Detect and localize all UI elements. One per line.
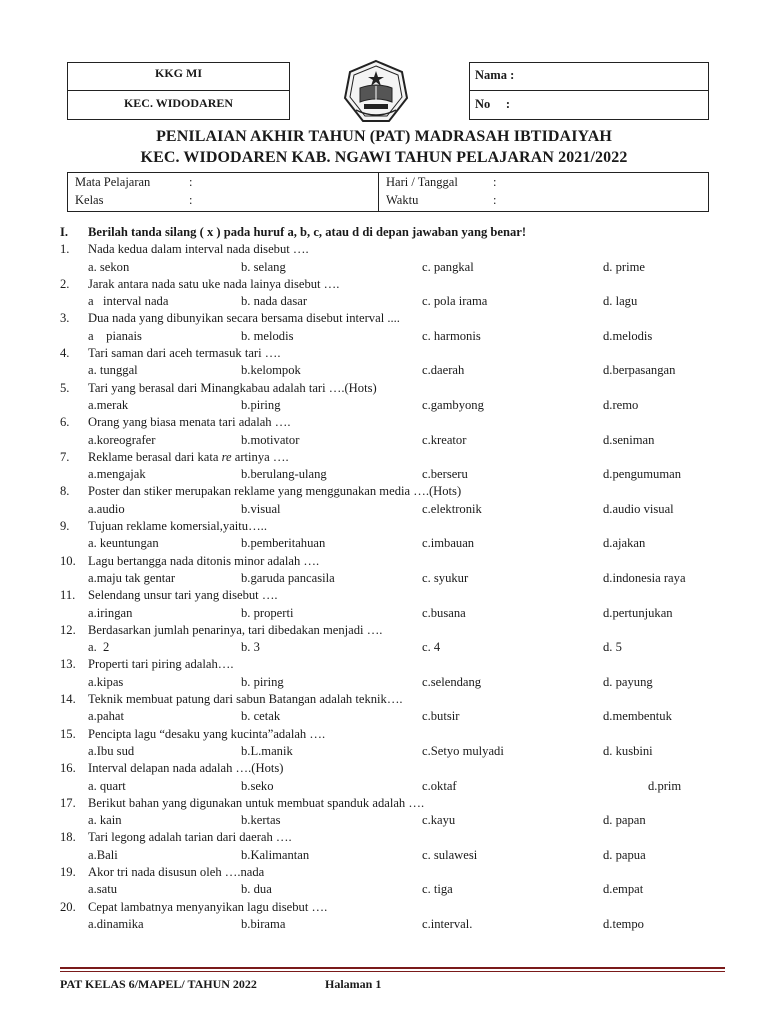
answer-option-d[interactable]: d. 5 xyxy=(603,640,622,655)
question-row xyxy=(60,310,720,327)
answer-option-b[interactable]: b. melodis xyxy=(241,328,294,343)
answer-option-c[interactable]: c.kreator xyxy=(422,432,467,447)
answer-options-row xyxy=(60,639,720,656)
footer-rule-top xyxy=(60,967,725,969)
question-text: Jarak antara nada satu uke nada lainya disebut …. xyxy=(88,276,340,291)
question-text: Tari yang berasal dari Minangkabau adalah tari ….(Hots) xyxy=(88,380,377,395)
answer-option-b[interactable]: b.kelompok xyxy=(241,363,301,378)
question-number: 11. xyxy=(60,588,76,603)
question-number: 9. xyxy=(60,519,70,534)
answer-option-b[interactable]: b. properti xyxy=(241,605,294,620)
answer-option-a[interactable]: a.mengajak xyxy=(88,467,146,482)
answer-option-b[interactable]: b.motivator xyxy=(241,432,300,447)
answer-option-b[interactable]: b.garuda pancasila xyxy=(241,570,335,585)
answer-option-b[interactable]: b. cetak xyxy=(241,709,281,724)
question-row xyxy=(60,795,720,812)
answer-options-row xyxy=(60,466,720,483)
answer-option-b[interactable]: b. dua xyxy=(241,882,272,897)
waktu-label: Waktu xyxy=(386,193,419,207)
answer-option-d[interactable]: d.berpasangan xyxy=(603,363,676,378)
answer-option-b[interactable]: b. 3 xyxy=(241,640,260,655)
question-text: Akor tri nada disusun oleh ….nada xyxy=(88,864,265,879)
question-number: 20. xyxy=(60,899,76,914)
answer-options-row xyxy=(60,708,720,725)
answer-option-c[interactable]: c.daerah xyxy=(422,363,465,378)
question-text: Dua nada yang dibunyikan secara bersama disebut interval .... xyxy=(88,311,400,326)
answer-option-d[interactable]: d.melodis xyxy=(603,328,653,343)
question-number: 7. xyxy=(60,449,70,464)
question-text: Teknik membuat patung dari sabun Batangan adalah teknik…. xyxy=(88,692,403,707)
answer-option-d[interactable]: d.ajakan xyxy=(603,536,646,551)
question-text: Reklame berasal dari kata re artinya …. xyxy=(88,449,289,464)
questions-container xyxy=(60,241,720,933)
question-number: 14. xyxy=(60,692,76,707)
question-number: 12. xyxy=(60,622,76,637)
answer-option-a[interactable]: a.maju tak gentar xyxy=(88,570,176,585)
answer-option-c[interactable]: c. harmonis xyxy=(422,328,481,343)
question-text: Cepat lambatnya menyanyikan lagu disebut …. xyxy=(88,899,328,914)
answer-options-row xyxy=(60,812,720,829)
mapel-colon: : xyxy=(189,175,193,189)
question-number: 5. xyxy=(60,380,70,395)
answer-option-a[interactable]: a pianais xyxy=(88,328,142,343)
answer-options-row xyxy=(60,259,720,276)
question-row xyxy=(60,656,720,673)
answer-option-d[interactable]: d.tempo xyxy=(603,916,644,931)
question-text: Selendang unsur tari yang disebut …. xyxy=(88,588,278,603)
answer-options-row xyxy=(60,674,720,691)
answer-option-a[interactable]: a.Ibu sud xyxy=(88,743,135,758)
answer-option-c[interactable]: c.butsir xyxy=(422,709,460,724)
answer-options-row xyxy=(60,778,720,795)
question-row xyxy=(60,622,720,639)
instruction-text: Berilah tanda silang ( x ) pada huruf a, b, c, atau d di depan jawaban yang benar! xyxy=(88,225,527,239)
question-number: 18. xyxy=(60,830,76,845)
answer-option-d[interactable]: d.seniman xyxy=(603,432,655,447)
answer-option-a[interactable]: a.Bali xyxy=(88,847,118,862)
question-row xyxy=(60,449,720,466)
kelas-colon: : xyxy=(189,193,193,207)
question-text: Nada kedua dalam interval nada disebut …. xyxy=(88,242,309,257)
question-row xyxy=(60,553,720,570)
answer-option-b[interactable]: b.piring xyxy=(241,397,281,412)
question-row xyxy=(60,726,720,743)
answer-option-c[interactable]: c. syukur xyxy=(422,570,469,585)
question-row xyxy=(60,241,720,258)
answer-option-c[interactable]: c.oktaf xyxy=(422,778,457,793)
question-row xyxy=(60,380,720,397)
answer-option-b[interactable]: b. nada dasar xyxy=(241,294,308,309)
answer-options-row xyxy=(60,570,720,587)
answer-option-b[interactable]: b. selang xyxy=(241,259,286,274)
answer-option-a[interactable]: a. 2 xyxy=(88,640,110,655)
answer-option-a[interactable]: a.iringan xyxy=(88,605,133,620)
question-row xyxy=(60,345,720,362)
answer-options-row xyxy=(60,535,720,552)
hari-label: Hari / Tanggal xyxy=(386,175,458,189)
question-row xyxy=(60,760,720,777)
answer-option-a[interactable]: a. kain xyxy=(88,813,122,828)
answer-option-a[interactable]: a.koreografer xyxy=(88,432,156,447)
question-row xyxy=(60,518,720,535)
answer-option-d[interactable]: d. payung xyxy=(603,674,653,689)
answer-options-row xyxy=(60,847,720,864)
waktu-colon: : xyxy=(493,193,497,207)
question-row xyxy=(60,691,720,708)
answer-option-c[interactable]: c.elektronik xyxy=(422,501,482,516)
answer-option-c[interactable]: c. 4 xyxy=(422,640,441,655)
nomor-field-label: No : xyxy=(475,97,511,111)
answer-option-c[interactable]: c. sulawesi xyxy=(422,847,478,862)
section-number: I. xyxy=(60,225,69,239)
answer-options-row xyxy=(60,362,720,379)
question-row xyxy=(60,829,720,846)
question-text: Interval delapan nada adalah ….(Hots) xyxy=(88,761,284,776)
question-row xyxy=(60,899,720,916)
answer-option-b[interactable]: b.birama xyxy=(241,916,286,931)
answer-option-c[interactable]: c.gambyong xyxy=(422,397,484,412)
answer-option-b[interactable]: b.visual xyxy=(241,501,281,516)
question-text: Tari saman dari aceh termasuk tari …. xyxy=(88,346,281,361)
header-left-divider xyxy=(67,90,290,91)
footer-rule-bottom xyxy=(60,971,725,972)
answer-option-c[interactable]: c.imbauan xyxy=(422,536,475,551)
hari-colon: : xyxy=(493,175,497,189)
answer-option-a[interactable]: a.merak xyxy=(88,397,129,412)
answer-option-d[interactable]: d.audio visual xyxy=(603,501,674,516)
question-row xyxy=(60,864,720,881)
answer-option-b[interactable]: b. piring xyxy=(241,674,284,689)
answer-options-row xyxy=(60,328,720,345)
footer-label: PAT KELAS 6/MAPEL/ TAHUN 2022 xyxy=(60,977,257,991)
answer-option-a[interactable]: a. quart xyxy=(88,778,126,793)
question-text: Tujuan reklame komersial,yaitu….. xyxy=(88,519,267,534)
mapel-label: Mata Pelajaran xyxy=(75,175,151,189)
question-text: Properti tari piring adalah…. xyxy=(88,657,234,672)
answer-option-b[interactable]: b.Kalimantan xyxy=(241,847,310,862)
question-number: 13. xyxy=(60,657,76,672)
answer-option-c[interactable]: c.Setyo mulyadi xyxy=(422,743,504,758)
answer-option-d[interactable]: d. papan xyxy=(603,813,646,828)
answer-option-b[interactable]: b.berulang-ulang xyxy=(241,467,327,482)
answer-options-row xyxy=(60,881,720,898)
kemenag-logo xyxy=(342,58,410,126)
question-number: 8. xyxy=(60,484,70,499)
answer-option-d[interactable]: d.empat xyxy=(603,882,644,897)
answer-option-c[interactable]: c.berseru xyxy=(422,467,468,482)
exam-title-line1: PENILAIAN AKHIR TAHUN (PAT) MADRASAH IBTIDAIYAH xyxy=(156,128,612,145)
question-number: 17. xyxy=(60,795,76,810)
answer-option-d[interactable]: d.indonesia raya xyxy=(603,570,686,585)
question-number: 3. xyxy=(60,311,70,326)
question-row xyxy=(60,483,720,500)
answer-options-row xyxy=(60,501,720,518)
answer-option-d[interactable]: d. lagu xyxy=(603,294,638,309)
answer-option-d[interactable]: d. kusbini xyxy=(603,743,653,758)
question-number: 2. xyxy=(60,276,70,291)
kemenag-logo-icon xyxy=(342,58,410,126)
answer-options-row xyxy=(60,432,720,449)
question-row xyxy=(60,587,720,604)
answer-option-a[interactable]: a.satu xyxy=(88,882,118,897)
question-text: Tari legong adalah tarian dari daerah …. xyxy=(88,830,292,845)
answer-option-c[interactable]: c.selendang xyxy=(422,674,482,689)
instruction-row xyxy=(60,224,720,241)
answer-option-b[interactable]: b.L.manik xyxy=(241,743,293,758)
answer-option-c[interactable]: c. tiga xyxy=(422,882,453,897)
exam-title-line2: KEC. WIDODAREN KAB. NGAWI TAHUN PELAJARAN 2021/2022 xyxy=(140,149,628,166)
question-text: Poster dan stiker merupakan reklame yang menggunakan media ….(Hots) xyxy=(88,484,462,499)
answer-option-c[interactable]: c. pola irama xyxy=(422,294,488,309)
question-number: 19. xyxy=(60,864,76,879)
answer-option-a[interactable]: a interval nada xyxy=(88,294,169,309)
question-text: Pencipta lagu “desaku yang kucinta”adalah …. xyxy=(88,726,326,741)
answer-option-d[interactable]: d.prim xyxy=(648,778,682,793)
answer-option-d[interactable]: d. papua xyxy=(603,847,646,862)
answer-option-a[interactable]: a. tunggal xyxy=(88,363,138,378)
answer-option-a[interactable]: a.dinamika xyxy=(88,916,144,931)
kecamatan-label: KEC. WIDODAREN xyxy=(123,96,234,110)
answer-option-a[interactable]: a. keuntungan xyxy=(88,536,159,551)
answer-option-c[interactable]: c.kayu xyxy=(422,813,456,828)
question-text: Berikut bahan yang digunakan untuk membuat spanduk adalah …. xyxy=(88,795,425,810)
question-number: 4. xyxy=(60,346,70,361)
info-table-divider xyxy=(378,172,379,212)
question-text: Berdasarkan jumlah penarinya, tari dibedakan menjadi …. xyxy=(88,622,383,637)
question-number: 15. xyxy=(60,726,76,741)
answer-option-c[interactable]: c.busana xyxy=(422,605,466,620)
answer-option-a[interactable]: a.audio xyxy=(88,501,125,516)
question-number: 1. xyxy=(60,242,70,257)
kelas-label: Kelas xyxy=(75,193,104,207)
answer-option-d[interactable]: d.pertunjukan xyxy=(603,605,673,620)
answer-option-a[interactable]: a.kipas xyxy=(88,674,124,689)
answer-option-d[interactable]: d.pengumuman xyxy=(603,467,681,482)
question-text: Lagu bertangga nada ditonis minor adalah …. xyxy=(88,553,320,568)
answer-option-a[interactable]: a. sekon xyxy=(88,259,130,274)
question-number: 6. xyxy=(60,415,70,430)
question-row xyxy=(60,276,720,293)
nama-field-label: Nama : xyxy=(475,68,515,82)
answer-option-b[interactable]: b.pemberitahuan xyxy=(241,536,326,551)
answer-option-b[interactable]: b.kertas xyxy=(241,813,281,828)
header-right-divider xyxy=(469,90,709,91)
question-number: 16. xyxy=(60,761,76,776)
answer-options-row xyxy=(60,605,720,622)
kkg-label: KKG MI xyxy=(155,66,202,80)
answer-options-row xyxy=(60,743,720,760)
answer-option-b[interactable]: b.seko xyxy=(241,778,274,793)
answer-option-c[interactable]: c.interval. xyxy=(422,916,473,931)
answer-options-row xyxy=(60,916,720,933)
page-number: Halaman 1 xyxy=(325,977,382,991)
answer-option-a[interactable]: a.pahat xyxy=(88,709,125,724)
answer-option-d[interactable]: d.remo xyxy=(603,397,639,412)
question-list xyxy=(60,224,720,933)
answer-option-c[interactable]: c. pangkal xyxy=(422,259,474,274)
question-number: 10. xyxy=(60,553,76,568)
question-text: Orang yang biasa menata tari adalah …. xyxy=(88,415,291,430)
question-row xyxy=(60,414,720,431)
answer-options-row xyxy=(60,293,720,310)
answer-option-d[interactable]: d. prime xyxy=(603,259,645,274)
answer-options-row xyxy=(60,397,720,414)
answer-option-d[interactable]: d.membentuk xyxy=(603,709,672,724)
